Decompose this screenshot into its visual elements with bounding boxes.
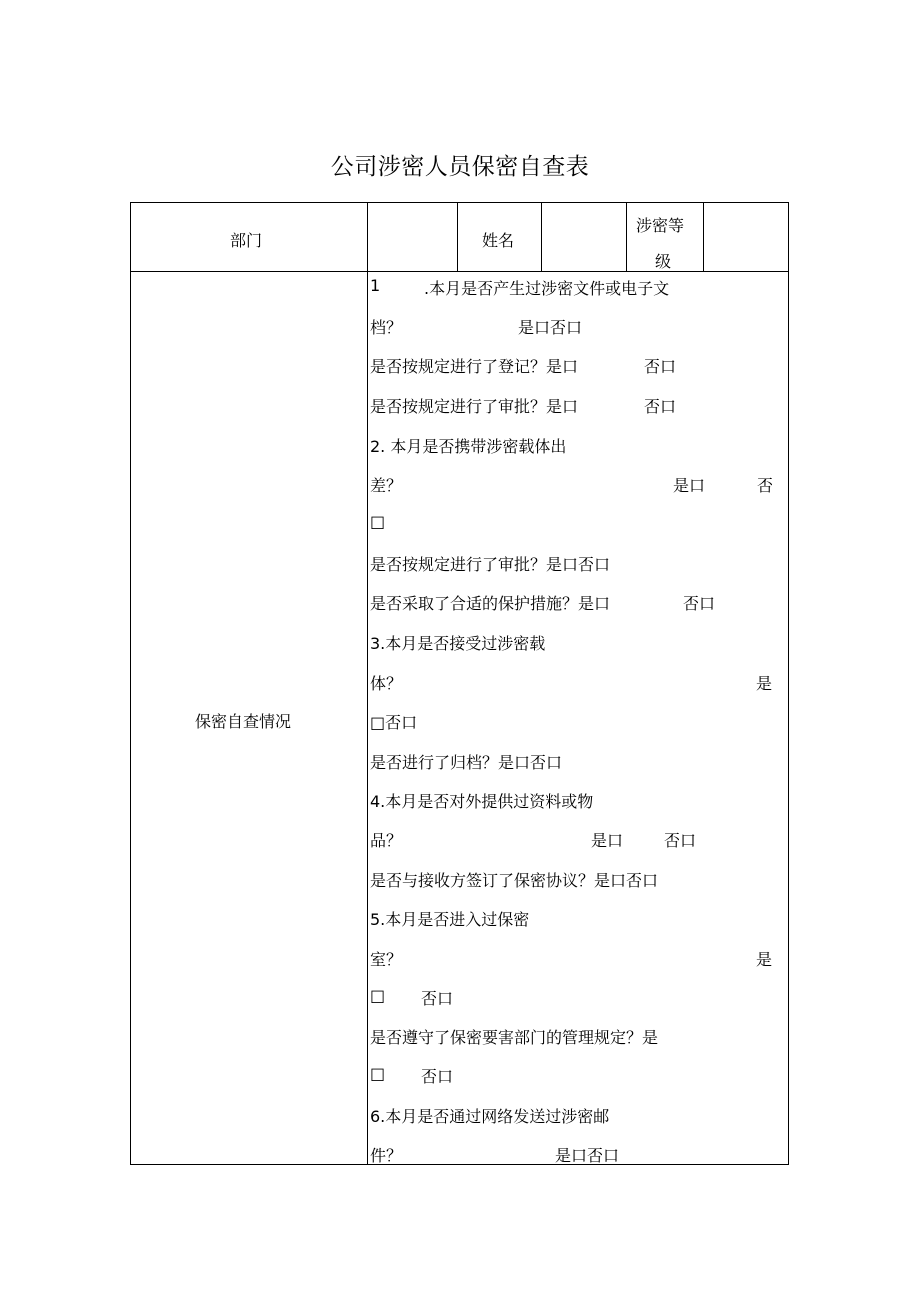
check-line-1-answer: .本月是否产生过涉密文件或电子文 bbox=[424, 279, 670, 298]
check-line-15-answer-2: 否口 bbox=[664, 831, 697, 850]
col-divider-3 bbox=[541, 202, 542, 272]
col-divider-2 bbox=[457, 202, 458, 272]
page-title: 公司涉密人员保密自查表 bbox=[330, 154, 590, 180]
name-label: 姓名 bbox=[482, 231, 515, 250]
check-line-18-text: 室？ bbox=[370, 950, 403, 969]
check-line-14-text: 4.本月是否对外提供过资料或物 bbox=[370, 792, 594, 811]
level-label-line2: 级 bbox=[655, 252, 672, 271]
check-line-23-answer: 是口否口 bbox=[555, 1146, 620, 1165]
section-label: 保密自查情况 bbox=[195, 712, 292, 731]
check-line-23-text: 件？ bbox=[370, 1146, 403, 1165]
check-line-21-text: □ bbox=[370, 1064, 386, 1083]
col-divider-4 bbox=[626, 202, 627, 272]
dept-label: 部门 bbox=[230, 231, 263, 250]
check-line-21-answer: 否口 bbox=[421, 1067, 454, 1086]
check-line-19-text: □ bbox=[370, 986, 386, 1005]
check-line-4-answer: 否口 bbox=[644, 397, 677, 416]
check-line-2-text: 档？ bbox=[370, 318, 403, 337]
check-line-1-number: 1 bbox=[370, 276, 381, 295]
check-line-6-answer: 是口 bbox=[673, 476, 706, 495]
check-line-15-answer: 是口 bbox=[591, 831, 624, 850]
check-line-5-text: 2. 本月是否携带涉密载体出 bbox=[370, 437, 567, 456]
check-line-9-text: 是否采取了合适的保护措施？是口 bbox=[370, 594, 611, 613]
check-line-15-text: 品？ bbox=[370, 831, 403, 850]
level-label-line1: 涉密等 bbox=[636, 216, 685, 235]
check-line-6-text: 差？ bbox=[370, 476, 403, 495]
check-line-9-answer: 否口 bbox=[683, 594, 716, 613]
col-divider-1 bbox=[367, 202, 368, 1165]
check-line-17-text: 5.本月是否进入过保密 bbox=[370, 910, 530, 929]
check-line-6-tail: 否 bbox=[757, 476, 774, 495]
check-line-16-text: 是否与接收方签订了保密协议？是口否口 bbox=[370, 871, 659, 890]
check-line-3-text: 是否按规定进行了登记？是口 bbox=[370, 357, 579, 376]
check-line-11-text: 体？ bbox=[370, 674, 403, 693]
check-line-20-text: 是否遵守了保密要害部门的管理规定？是 bbox=[370, 1028, 659, 1047]
check-line-19-answer: 否口 bbox=[421, 989, 454, 1008]
check-line-4-text: 是否按规定进行了审批？是口 bbox=[370, 397, 579, 416]
check-line-11-tail: 是 bbox=[756, 674, 773, 693]
check-line-12-text: □否口 bbox=[370, 713, 418, 732]
check-line-3-answer: 否口 bbox=[644, 357, 677, 376]
check-line-8-text: 是否按规定进行了审批？是口否口 bbox=[370, 555, 611, 574]
self-check-table bbox=[130, 202, 789, 1165]
col-divider-5 bbox=[703, 202, 704, 272]
check-line-13-text: 是否进行了归档？是口否口 bbox=[370, 753, 563, 772]
check-line-10-text: 3.本月是否接受过涉密载 bbox=[370, 634, 546, 653]
check-line-7-text: □ bbox=[370, 512, 386, 531]
check-line-18-tail: 是 bbox=[756, 950, 773, 969]
check-line-2-answer: 是口否口 bbox=[518, 318, 583, 337]
check-line-22-text: 6.本月是否通过网络发送过涉密邮 bbox=[370, 1107, 610, 1126]
header-divider bbox=[130, 271, 789, 272]
